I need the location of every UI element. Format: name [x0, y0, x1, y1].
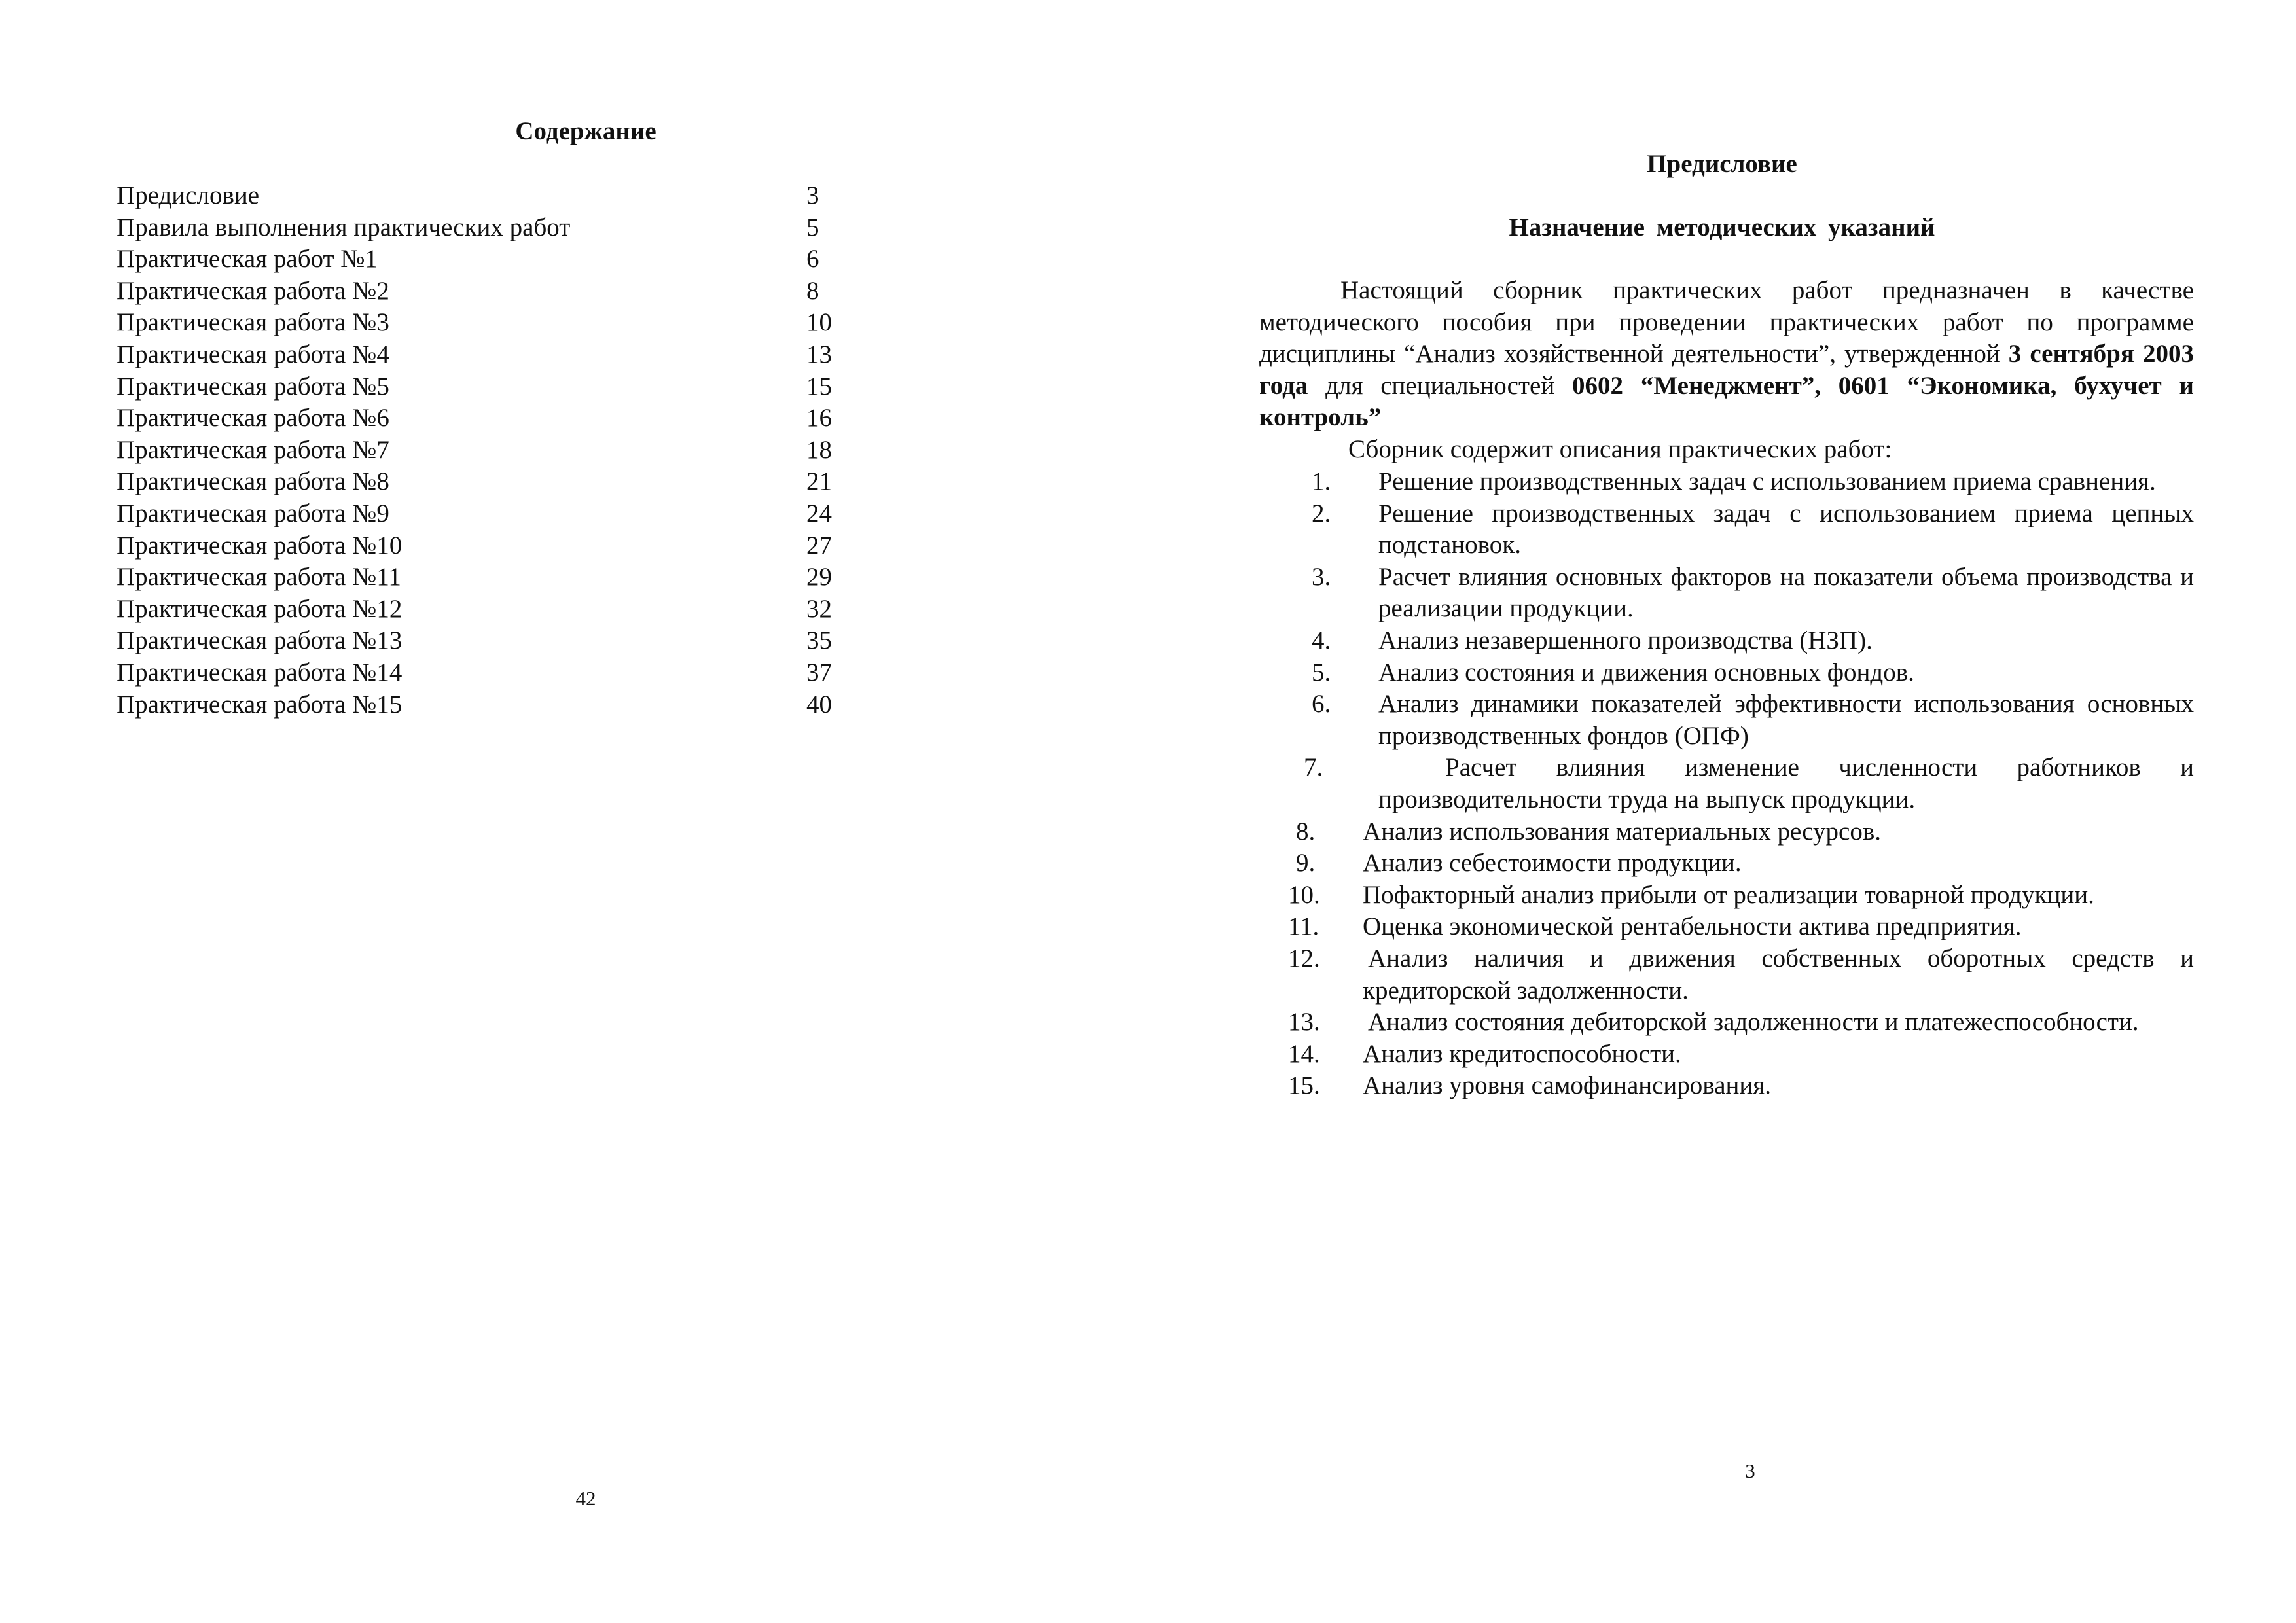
toc-row: [117, 594, 915, 626]
list-item: [1259, 1007, 2194, 1039]
list-item-number: 15.: [1288, 1071, 1320, 1100]
list-item-number: 14.: [1288, 1039, 1320, 1068]
toc-entry-page: 37: [806, 658, 832, 687]
toc-entry-label: Практическая работа №3: [117, 308, 389, 337]
toc-row: [117, 625, 915, 657]
list-item-text: Расчет влияния изменение численности работников и производительности труда на выпуск продукции.: [1378, 753, 2194, 813]
list-item: [1259, 562, 2194, 625]
list-lead: Сборник содержит описания практических работ:: [1348, 435, 1892, 463]
list-item-text: Решение производственных задач с использованием приема цепных подстановок.: [1378, 499, 2194, 560]
toc-row: [117, 435, 915, 467]
approval-date: 3 сентября 2003 года: [1259, 340, 2194, 400]
list-item-text: Анализ себестоимости продукции.: [1363, 849, 1742, 878]
toc-entry-label: Практическая работа №10: [117, 531, 403, 560]
toc-row: [117, 371, 915, 403]
toc-row: [117, 530, 915, 562]
toc-row: [117, 657, 915, 689]
toc-row: [117, 402, 915, 435]
list-item-number: 4.: [1312, 626, 1331, 654]
toc-entry-label: Практическая работа №12: [117, 594, 403, 623]
toc-row: [117, 689, 915, 721]
toc-entry-page: 15: [806, 372, 832, 401]
page-number-left: 42: [575, 1487, 596, 1510]
list-item-text: Анализ наличия и движения собственных оборотных средств и кредиторской задолженности.: [1363, 944, 2194, 1005]
intro-text-1: Настоящий сборник практических работ предназначен в качестве методического пособия при проведении практических работ по программе дисциплины “Анализ хозяйственной деятельности”, утвержденной: [1259, 276, 2194, 368]
list-item: [1259, 1070, 2194, 1102]
list-item: [1259, 847, 2194, 880]
toc-entry-page: 35: [806, 626, 832, 655]
toc-entry-label: Практическая работа №2: [117, 276, 389, 305]
toc-entry-label: Предисловие: [117, 181, 260, 209]
toc-title: Содержание: [515, 117, 656, 145]
list-item-text: Анализ динамики показателей эффективности использования основных производственных фондов (ОПФ): [1378, 690, 2194, 750]
list-item: [1259, 880, 2194, 912]
toc-row: [117, 562, 915, 594]
list-item-number: 2.: [1312, 499, 1331, 527]
toc-entry-label: Правила выполнения практических работ: [117, 213, 571, 241]
list-item-number: 12.: [1288, 944, 1320, 972]
works-list: [1259, 466, 2194, 1102]
toc-entry-label: Практическая работа №11: [117, 563, 401, 592]
list-item-number: 10.: [1288, 880, 1320, 909]
toc-row: [117, 307, 915, 339]
toc-entry-label: Практическая работа №15: [117, 690, 403, 719]
toc-row: [117, 180, 915, 212]
toc-entry-page: 18: [806, 435, 832, 464]
list-item-number: 3.: [1312, 562, 1331, 591]
toc-entry-page: 10: [806, 308, 832, 337]
toc-entry-page: 24: [806, 499, 832, 527]
list-item-text: Анализ уровня самофинансирования.: [1363, 1071, 1771, 1100]
toc-entry-page: 27: [806, 531, 832, 560]
toc-row: [117, 339, 915, 371]
list-item-number: 11.: [1288, 912, 1319, 941]
list-item-number: 5.: [1312, 658, 1331, 687]
table-of-contents: [117, 180, 915, 721]
toc-row: [117, 276, 915, 308]
specialties: 0602 “Менеджмент”, 0601 “Экономика, бухучет и контроль”: [1259, 371, 2194, 432]
toc-entry-page: 8: [806, 276, 819, 305]
toc-row: [117, 212, 915, 244]
list-item: [1259, 1039, 2194, 1071]
list-item-number: 1.: [1312, 467, 1331, 495]
list-item-number: 9.: [1296, 849, 1316, 878]
toc-entry-label: Практическая работа №8: [117, 467, 389, 496]
intro-text-2: для специальностей: [1308, 371, 1573, 400]
list-item: [1259, 816, 2194, 848]
list-item-text: Анализ кредитоспособности.: [1363, 1039, 1681, 1068]
list-item-text: Расчет влияния основных факторов на показатели объема производства и реализации продукции.: [1378, 562, 2194, 623]
toc-entry-label: Практическая работа №5: [117, 372, 389, 401]
purpose-title: Назначение методических указаний: [1509, 213, 1935, 241]
list-item-text: Анализ состояния дебиторской задолженности и платежеспособности.: [1368, 1008, 2139, 1037]
toc-entry-page: 40: [806, 690, 832, 719]
list-item: [1259, 688, 2194, 752]
toc-entry-page: 16: [806, 404, 832, 433]
list-item-number: 7.: [1304, 753, 1323, 782]
toc-row: [117, 498, 915, 530]
intro-paragraph: [1259, 275, 2194, 434]
right-page: [1148, 0, 2296, 1623]
list-item-text: Анализ состояния и движения основных фондов.: [1378, 658, 1914, 687]
toc-entry-label: Практическая работ №1: [117, 245, 378, 274]
toc-entry-page: 29: [806, 563, 832, 592]
list-item: [1259, 657, 2194, 689]
toc-entry-label: Практическая работа №9: [117, 499, 389, 527]
toc-row: [117, 243, 915, 276]
toc-entry-page: 32: [806, 594, 832, 623]
preface-title: Предисловие: [1647, 150, 1797, 178]
list-item: [1259, 625, 2194, 657]
list-item-text: Решение производственных задач с использованием приема сравнения.: [1378, 467, 2156, 495]
list-item-text: Оценка экономической рентабельности актива предприятия.: [1363, 912, 2022, 941]
toc-entry-page: 6: [806, 245, 819, 274]
toc-entry-page: 3: [806, 181, 819, 209]
toc-entry-label: Практическая работа №14: [117, 658, 403, 687]
toc-entry-page: 5: [806, 213, 819, 241]
toc-entry-label: Практическая работа №6: [117, 404, 389, 433]
list-item-text: Анализ незавершенного производства (НЗП).: [1378, 626, 1873, 654]
list-item-number: 13.: [1288, 1008, 1320, 1037]
list-item: [1259, 752, 2194, 815]
list-item: [1259, 498, 2194, 562]
list-item-text: Анализ использования материальных ресурсов.: [1363, 817, 1881, 846]
page-number-right: 3: [1745, 1459, 1755, 1482]
list-item: [1259, 911, 2194, 943]
list-item-number: 8.: [1296, 817, 1316, 846]
list-item: [1259, 466, 2194, 498]
toc-entry-label: Практическая работа №7: [117, 435, 389, 464]
list-item-text: Пофакторный анализ прибыли от реализации товарной продукции.: [1363, 880, 2094, 909]
toc-entry-label: Практическая работа №4: [117, 340, 389, 368]
toc-entry-label: Практическая работа №13: [117, 626, 403, 655]
list-item-number: 6.: [1312, 690, 1331, 719]
toc-entry-page: 13: [806, 340, 832, 368]
list-item: [1259, 943, 2194, 1007]
toc-row: [117, 466, 915, 498]
toc-entry-page: 21: [806, 467, 832, 496]
